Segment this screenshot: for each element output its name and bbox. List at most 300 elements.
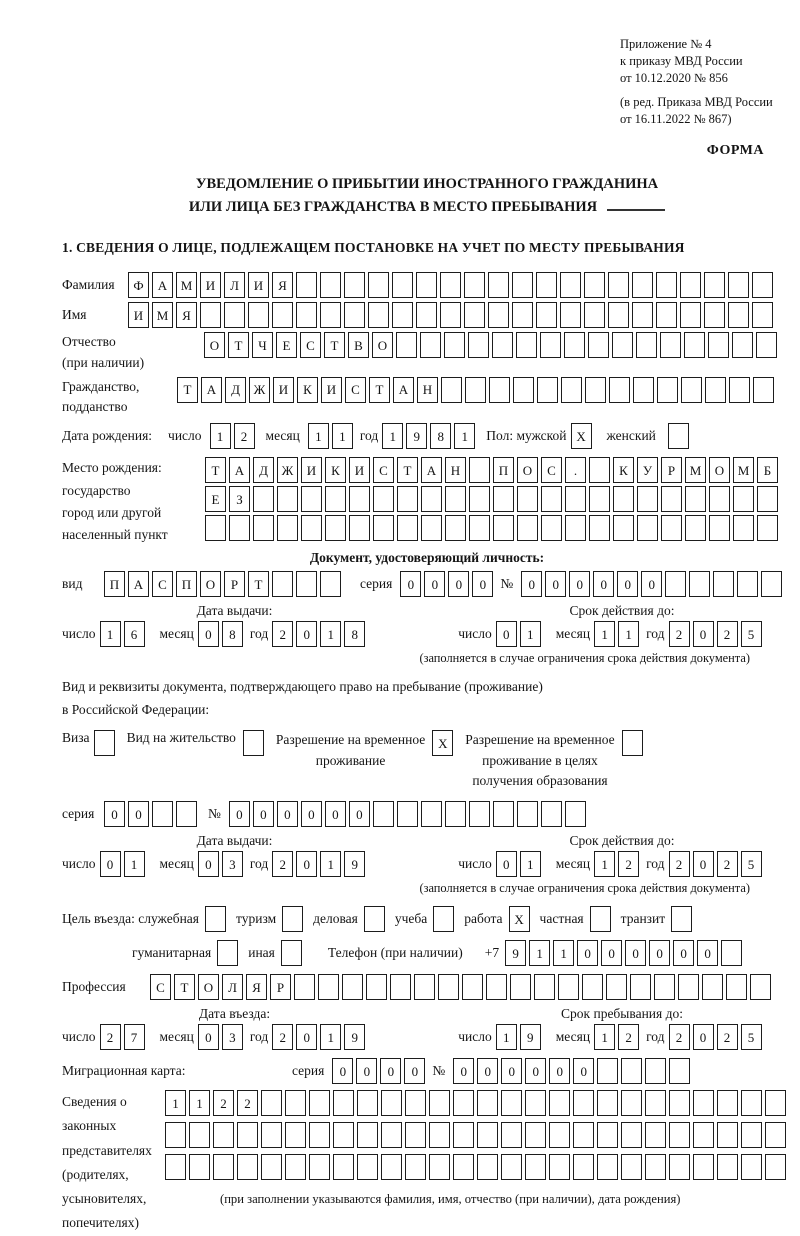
char-cell[interactable]: [438, 974, 459, 1000]
char-cell[interactable]: [645, 1154, 666, 1180]
char-cell[interactable]: [349, 515, 370, 541]
char-cell[interactable]: С: [373, 457, 394, 483]
char-cell[interactable]: Н: [445, 457, 466, 483]
char-cell[interactable]: [381, 1090, 402, 1116]
char-cell[interactable]: [237, 1154, 258, 1180]
char-cell[interactable]: Д: [225, 377, 246, 403]
char-cell[interactable]: 0: [477, 1058, 498, 1084]
char-cell[interactable]: [621, 1122, 642, 1148]
char-cell[interactable]: [606, 974, 627, 1000]
char-cell[interactable]: [632, 272, 653, 298]
char-cell[interactable]: [445, 801, 466, 827]
char-cell[interactable]: П: [176, 571, 197, 597]
char-cell[interactable]: Ф: [128, 272, 149, 298]
char-cell[interactable]: К: [325, 457, 346, 483]
char-cell[interactable]: [636, 332, 657, 358]
char-cell[interactable]: [421, 515, 442, 541]
char-cell[interactable]: [229, 515, 250, 541]
char-cell[interactable]: 0: [277, 801, 298, 827]
char-cell[interactable]: [253, 515, 274, 541]
char-cell[interactable]: [301, 515, 322, 541]
char-cell[interactable]: 0: [356, 1058, 377, 1084]
char-cell[interactable]: [282, 906, 303, 932]
char-cell[interactable]: 1: [165, 1090, 186, 1116]
char-cell[interactable]: [325, 486, 346, 512]
char-cell[interactable]: [757, 486, 778, 512]
char-cell[interactable]: Т: [324, 332, 345, 358]
char-cell[interactable]: 2: [669, 621, 690, 647]
char-cell[interactable]: [680, 272, 701, 298]
char-cell[interactable]: В: [348, 332, 369, 358]
char-cell[interactable]: [709, 515, 730, 541]
char-cell[interactable]: 1: [320, 621, 341, 647]
char-cell[interactable]: [622, 730, 643, 756]
char-cell[interactable]: 0: [472, 571, 493, 597]
char-cell[interactable]: [565, 515, 586, 541]
char-cell[interactable]: [396, 332, 417, 358]
char-cell[interactable]: [381, 1154, 402, 1180]
char-cell[interactable]: И: [128, 302, 149, 328]
char-cell[interactable]: [488, 302, 509, 328]
char-cell[interactable]: Т: [397, 457, 418, 483]
char-cell[interactable]: [333, 1122, 354, 1148]
char-cell[interactable]: [512, 302, 533, 328]
char-cell[interactable]: 1: [189, 1090, 210, 1116]
char-cell[interactable]: 2: [618, 851, 639, 877]
char-cell[interactable]: [705, 377, 726, 403]
char-cell[interactable]: [609, 377, 630, 403]
char-cell[interactable]: А: [201, 377, 222, 403]
char-cell[interactable]: 0: [697, 940, 718, 966]
char-cell[interactable]: Т: [205, 457, 226, 483]
char-cell[interactable]: 0: [198, 621, 219, 647]
char-cell[interactable]: 2: [237, 1090, 258, 1116]
char-cell[interactable]: [272, 571, 293, 597]
char-cell[interactable]: [392, 302, 413, 328]
char-cell[interactable]: Р: [224, 571, 245, 597]
char-cell[interactable]: П: [493, 457, 514, 483]
char-cell[interactable]: 0: [573, 1058, 594, 1084]
char-cell[interactable]: [589, 457, 610, 483]
char-cell[interactable]: 0: [673, 940, 694, 966]
char-cell[interactable]: 2: [100, 1024, 121, 1050]
char-cell[interactable]: [501, 1122, 522, 1148]
char-cell[interactable]: [608, 272, 629, 298]
char-cell[interactable]: 8: [222, 621, 243, 647]
char-cell[interactable]: [489, 377, 510, 403]
char-cell[interactable]: 1: [520, 621, 541, 647]
char-cell[interactable]: [565, 486, 586, 512]
char-cell[interactable]: З: [229, 486, 250, 512]
char-cell[interactable]: [689, 571, 710, 597]
char-cell[interactable]: 0: [549, 1058, 570, 1084]
char-cell[interactable]: [261, 1154, 282, 1180]
char-cell[interactable]: [680, 302, 701, 328]
char-cell[interactable]: [645, 1122, 666, 1148]
char-cell[interactable]: [661, 515, 682, 541]
char-cell[interactable]: 5: [741, 851, 762, 877]
char-cell[interactable]: [464, 302, 485, 328]
char-cell[interactable]: X: [432, 730, 453, 756]
char-cell[interactable]: [684, 332, 705, 358]
char-cell[interactable]: [213, 1122, 234, 1148]
char-cell[interactable]: М: [152, 302, 173, 328]
char-cell[interactable]: [633, 377, 654, 403]
char-cell[interactable]: [741, 1154, 762, 1180]
char-cell[interactable]: 2: [272, 1024, 293, 1050]
char-cell[interactable]: [320, 272, 341, 298]
char-cell[interactable]: [613, 515, 634, 541]
char-cell[interactable]: [621, 1090, 642, 1116]
char-cell[interactable]: [750, 974, 771, 1000]
char-cell[interactable]: Л: [224, 272, 245, 298]
char-cell[interactable]: 2: [669, 851, 690, 877]
char-cell[interactable]: Р: [661, 457, 682, 483]
char-cell[interactable]: [565, 801, 586, 827]
char-cell[interactable]: 8: [430, 423, 451, 449]
char-cell[interactable]: 2: [717, 621, 738, 647]
char-cell[interactable]: [525, 1090, 546, 1116]
char-cell[interactable]: [693, 1122, 714, 1148]
char-cell[interactable]: [645, 1058, 666, 1084]
char-cell[interactable]: [320, 302, 341, 328]
char-cell[interactable]: [741, 1122, 762, 1148]
char-cell[interactable]: 1: [320, 851, 341, 877]
char-cell[interactable]: 1: [618, 621, 639, 647]
char-cell[interactable]: 0: [325, 801, 346, 827]
char-cell[interactable]: М: [685, 457, 706, 483]
char-cell[interactable]: [573, 1122, 594, 1148]
char-cell[interactable]: [421, 801, 442, 827]
char-cell[interactable]: [621, 1058, 642, 1084]
char-cell[interactable]: 2: [717, 1024, 738, 1050]
char-cell[interactable]: [717, 1122, 738, 1148]
char-cell[interactable]: [440, 302, 461, 328]
char-cell[interactable]: 0: [404, 1058, 425, 1084]
char-cell[interactable]: 0: [501, 1058, 522, 1084]
char-cell[interactable]: [364, 906, 385, 932]
char-cell[interactable]: [765, 1154, 786, 1180]
char-cell[interactable]: 1: [553, 940, 574, 966]
char-cell[interactable]: Т: [248, 571, 269, 597]
char-cell[interactable]: [464, 272, 485, 298]
char-cell[interactable]: [584, 272, 605, 298]
char-cell[interactable]: А: [421, 457, 442, 483]
char-cell[interactable]: Е: [276, 332, 297, 358]
char-cell[interactable]: П: [104, 571, 125, 597]
char-cell[interactable]: К: [613, 457, 634, 483]
char-cell[interactable]: И: [273, 377, 294, 403]
char-cell[interactable]: И: [349, 457, 370, 483]
char-cell[interactable]: С: [541, 457, 562, 483]
char-cell[interactable]: 0: [625, 940, 646, 966]
char-cell[interactable]: 0: [301, 801, 322, 827]
char-cell[interactable]: 0: [601, 940, 622, 966]
char-cell[interactable]: 0: [496, 851, 517, 877]
char-cell[interactable]: 1: [594, 1024, 615, 1050]
char-cell[interactable]: [536, 302, 557, 328]
char-cell[interactable]: [429, 1122, 450, 1148]
char-cell[interactable]: [189, 1122, 210, 1148]
char-cell[interactable]: [373, 486, 394, 512]
char-cell[interactable]: Ж: [249, 377, 270, 403]
char-cell[interactable]: [272, 302, 293, 328]
char-cell[interactable]: 3: [222, 1024, 243, 1050]
char-cell[interactable]: [685, 515, 706, 541]
char-cell[interactable]: [301, 486, 322, 512]
char-cell[interactable]: [325, 515, 346, 541]
char-cell[interactable]: 9: [406, 423, 427, 449]
char-cell[interactable]: 0: [100, 851, 121, 877]
char-cell[interactable]: 6: [124, 621, 145, 647]
char-cell[interactable]: [621, 1154, 642, 1180]
char-cell[interactable]: 7: [124, 1024, 145, 1050]
char-cell[interactable]: 0: [198, 1024, 219, 1050]
char-cell[interactable]: [309, 1154, 330, 1180]
char-cell[interactable]: [405, 1122, 426, 1148]
char-cell[interactable]: Т: [228, 332, 249, 358]
char-cell[interactable]: С: [152, 571, 173, 597]
char-cell[interactable]: [392, 272, 413, 298]
char-cell[interactable]: [660, 332, 681, 358]
char-cell[interactable]: [416, 302, 437, 328]
char-cell[interactable]: 0: [569, 571, 590, 597]
char-cell[interactable]: Я: [246, 974, 267, 1000]
char-cell[interactable]: 0: [496, 621, 517, 647]
char-cell[interactable]: 0: [693, 851, 714, 877]
char-cell[interactable]: 0: [453, 1058, 474, 1084]
char-cell[interactable]: [420, 332, 441, 358]
char-cell[interactable]: [429, 1154, 450, 1180]
char-cell[interactable]: [733, 486, 754, 512]
char-cell[interactable]: [685, 486, 706, 512]
char-cell[interactable]: [729, 377, 750, 403]
char-cell[interactable]: 0: [641, 571, 662, 597]
char-cell[interactable]: [296, 272, 317, 298]
char-cell[interactable]: [165, 1122, 186, 1148]
char-cell[interactable]: [582, 974, 603, 1000]
char-cell[interactable]: [709, 486, 730, 512]
char-cell[interactable]: 0: [296, 1024, 317, 1050]
char-cell[interactable]: [357, 1090, 378, 1116]
char-cell[interactable]: [728, 272, 749, 298]
char-cell[interactable]: [320, 571, 341, 597]
char-cell[interactable]: И: [248, 272, 269, 298]
char-cell[interactable]: [397, 801, 418, 827]
char-cell[interactable]: 0: [253, 801, 274, 827]
char-cell[interactable]: [224, 302, 245, 328]
char-cell[interactable]: [296, 302, 317, 328]
char-cell[interactable]: [541, 486, 562, 512]
char-cell[interactable]: [477, 1154, 498, 1180]
char-cell[interactable]: [444, 332, 465, 358]
char-cell[interactable]: [757, 515, 778, 541]
char-cell[interactable]: [733, 515, 754, 541]
char-cell[interactable]: [414, 974, 435, 1000]
char-cell[interactable]: [333, 1090, 354, 1116]
char-cell[interactable]: [549, 1154, 570, 1180]
char-cell[interactable]: [608, 302, 629, 328]
char-cell[interactable]: М: [176, 272, 197, 298]
char-cell[interactable]: [217, 940, 238, 966]
char-cell[interactable]: [517, 515, 538, 541]
char-cell[interactable]: [189, 1154, 210, 1180]
char-cell[interactable]: О: [204, 332, 225, 358]
char-cell[interactable]: [344, 302, 365, 328]
char-cell[interactable]: Ж: [277, 457, 298, 483]
char-cell[interactable]: 0: [593, 571, 614, 597]
char-cell[interactable]: [752, 302, 773, 328]
char-cell[interactable]: Т: [177, 377, 198, 403]
char-cell[interactable]: [477, 1122, 498, 1148]
char-cell[interactable]: [469, 486, 490, 512]
char-cell[interactable]: [309, 1090, 330, 1116]
char-cell[interactable]: [534, 974, 555, 1000]
char-cell[interactable]: 5: [741, 1024, 762, 1050]
char-cell[interactable]: 0: [229, 801, 250, 827]
char-cell[interactable]: 0: [448, 571, 469, 597]
char-cell[interactable]: [668, 423, 689, 449]
char-cell[interactable]: [657, 377, 678, 403]
char-cell[interactable]: [261, 1090, 282, 1116]
char-cell[interactable]: [445, 486, 466, 512]
char-cell[interactable]: 0: [104, 801, 125, 827]
char-cell[interactable]: [253, 486, 274, 512]
char-cell[interactable]: [713, 571, 734, 597]
char-cell[interactable]: [510, 974, 531, 1000]
char-cell[interactable]: [765, 1122, 786, 1148]
char-cell[interactable]: [612, 332, 633, 358]
char-cell[interactable]: Е: [205, 486, 226, 512]
char-cell[interactable]: И: [200, 272, 221, 298]
char-cell[interactable]: [517, 486, 538, 512]
char-cell[interactable]: [165, 1154, 186, 1180]
char-cell[interactable]: X: [571, 423, 592, 449]
char-cell[interactable]: Н: [417, 377, 438, 403]
char-cell[interactable]: [588, 332, 609, 358]
char-cell[interactable]: [661, 486, 682, 512]
char-cell[interactable]: [540, 332, 561, 358]
char-cell[interactable]: [440, 272, 461, 298]
char-cell[interactable]: [597, 1090, 618, 1116]
char-cell[interactable]: 1: [594, 851, 615, 877]
char-cell[interactable]: И: [321, 377, 342, 403]
char-cell[interactable]: [397, 515, 418, 541]
char-cell[interactable]: 0: [380, 1058, 401, 1084]
char-cell[interactable]: [669, 1090, 690, 1116]
char-cell[interactable]: [741, 1090, 762, 1116]
char-cell[interactable]: 0: [521, 571, 542, 597]
char-cell[interactable]: [368, 272, 389, 298]
char-cell[interactable]: [488, 272, 509, 298]
char-cell[interactable]: [669, 1122, 690, 1148]
char-cell[interactable]: [537, 377, 558, 403]
char-cell[interactable]: 0: [545, 571, 566, 597]
char-cell[interactable]: [560, 272, 581, 298]
char-cell[interactable]: [525, 1154, 546, 1180]
char-cell[interactable]: 2: [272, 851, 293, 877]
char-cell[interactable]: [468, 332, 489, 358]
char-cell[interactable]: 1: [308, 423, 329, 449]
char-cell[interactable]: [549, 1122, 570, 1148]
char-cell[interactable]: [613, 486, 634, 512]
char-cell[interactable]: 9: [520, 1024, 541, 1050]
char-cell[interactable]: [726, 974, 747, 1000]
char-cell[interactable]: А: [128, 571, 149, 597]
char-cell[interactable]: [357, 1122, 378, 1148]
char-cell[interactable]: [176, 801, 197, 827]
char-cell[interactable]: У: [637, 457, 658, 483]
char-cell[interactable]: [477, 1090, 498, 1116]
char-cell[interactable]: [704, 302, 725, 328]
char-cell[interactable]: 0: [693, 1024, 714, 1050]
char-cell[interactable]: 1: [382, 423, 403, 449]
char-cell[interactable]: [656, 272, 677, 298]
char-cell[interactable]: [318, 974, 339, 1000]
char-cell[interactable]: 1: [332, 423, 353, 449]
char-cell[interactable]: 0: [525, 1058, 546, 1084]
char-cell[interactable]: [558, 974, 579, 1000]
char-cell[interactable]: С: [345, 377, 366, 403]
char-cell[interactable]: О: [198, 974, 219, 1000]
char-cell[interactable]: 9: [505, 940, 526, 966]
char-cell[interactable]: 1: [320, 1024, 341, 1050]
char-cell[interactable]: [512, 272, 533, 298]
char-cell[interactable]: А: [229, 457, 250, 483]
char-cell[interactable]: [237, 1122, 258, 1148]
char-cell[interactable]: 8: [344, 621, 365, 647]
char-cell[interactable]: [637, 486, 658, 512]
char-cell[interactable]: [421, 486, 442, 512]
char-cell[interactable]: [366, 974, 387, 1000]
char-cell[interactable]: [486, 974, 507, 1000]
char-cell[interactable]: [493, 486, 514, 512]
char-cell[interactable]: [501, 1154, 522, 1180]
char-cell[interactable]: [597, 1122, 618, 1148]
char-cell[interactable]: [344, 272, 365, 298]
char-cell[interactable]: [597, 1154, 618, 1180]
char-cell[interactable]: [728, 302, 749, 328]
char-cell[interactable]: О: [517, 457, 538, 483]
char-cell[interactable]: [200, 302, 221, 328]
char-cell[interactable]: Р: [270, 974, 291, 1000]
char-cell[interactable]: [513, 377, 534, 403]
char-cell[interactable]: [277, 515, 298, 541]
char-cell[interactable]: [342, 974, 363, 1000]
char-cell[interactable]: 1: [496, 1024, 517, 1050]
char-cell[interactable]: [717, 1090, 738, 1116]
char-cell[interactable]: Д: [253, 457, 274, 483]
char-cell[interactable]: [416, 272, 437, 298]
char-cell[interactable]: [708, 332, 729, 358]
char-cell[interactable]: [433, 906, 454, 932]
char-cell[interactable]: [681, 377, 702, 403]
char-cell[interactable]: [373, 801, 394, 827]
char-cell[interactable]: [669, 1058, 690, 1084]
char-cell[interactable]: И: [301, 457, 322, 483]
char-cell[interactable]: [517, 801, 538, 827]
char-cell[interactable]: 1: [210, 423, 231, 449]
char-cell[interactable]: [469, 515, 490, 541]
char-cell[interactable]: 2: [669, 1024, 690, 1050]
char-cell[interactable]: [590, 906, 611, 932]
char-cell[interactable]: [296, 571, 317, 597]
char-cell[interactable]: [309, 1122, 330, 1148]
char-cell[interactable]: [243, 730, 264, 756]
char-cell[interactable]: 9: [344, 1024, 365, 1050]
char-cell[interactable]: [732, 332, 753, 358]
char-cell[interactable]: [205, 906, 226, 932]
